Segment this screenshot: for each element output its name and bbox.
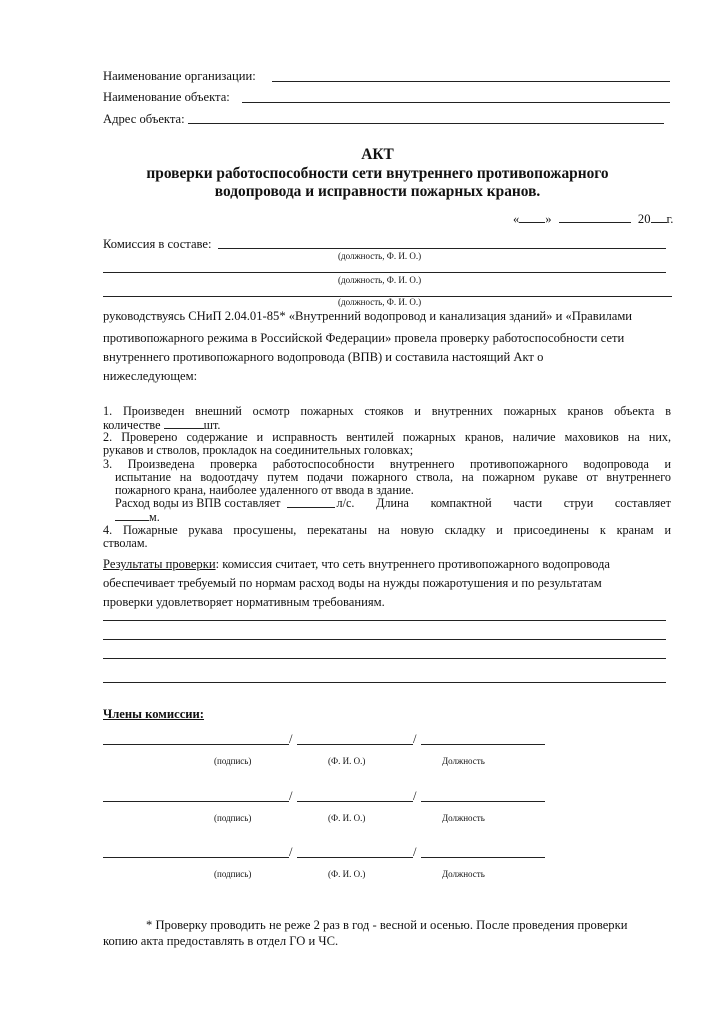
item-3-line-1: 3. Произведена проверка работоспособности внутреннего противопожарного водопровода и — [103, 457, 671, 471]
results-line-2: обеспечивает требуемый по нормам расход воды на нужды пожаротушения и по результатам — [103, 576, 602, 590]
member-2-sign-field[interactable] — [103, 801, 289, 802]
blank-line-1[interactable] — [103, 620, 666, 621]
member-1-sign-caption: (подпись) — [214, 756, 252, 766]
member-3-position-caption: Должность — [442, 869, 485, 879]
item-1-quantity-field[interactable] — [164, 417, 204, 429]
member-2-position-caption: Должность — [442, 813, 485, 823]
member-1-position-caption: Должность — [442, 756, 485, 766]
member-3-name-caption: (Ф. И. О.) — [328, 869, 366, 879]
member-1-position-field[interactable] — [421, 744, 545, 745]
member-1-slash-2: / — [413, 732, 417, 746]
date-year-prefix: 20 — [637, 212, 651, 226]
commission-caption-1: (должность, Ф. И. О.) — [338, 251, 422, 261]
org-field[interactable] — [272, 81, 670, 82]
document-title: АКТ — [361, 146, 394, 163]
item-2-line-1: 2. Проверено содержание и исправность вентилей пожарных кранов, наличие маховиков на них, — [103, 430, 671, 444]
org-label: Наименование организации: — [103, 69, 256, 83]
item-1-line-1: 1. Произведен внешний осмотр пожарных стояков и внутренних пожарных кранов объекта в — [103, 404, 671, 418]
member-1-slash-1: / — [289, 732, 293, 746]
item-3-jet-field[interactable] — [115, 509, 149, 521]
document-subtitle-line2: водопровода и исправности пожарных кранов. — [214, 183, 541, 200]
item-2-line-2: рукавов и стволов, прокладок на соединительных головках; — [103, 443, 414, 457]
item-1-unit: шт. — [203, 418, 221, 432]
member-2-name-field[interactable] — [297, 801, 413, 802]
blank-line-2[interactable] — [103, 639, 666, 640]
member-1-name-caption: (Ф. И. О.) — [328, 756, 366, 766]
commission-field-2[interactable] — [103, 272, 666, 273]
address-label: Адрес объекта: — [103, 112, 185, 126]
date-open-quote: « — [513, 212, 520, 226]
object-label: Наименование объекта: — [103, 90, 230, 104]
date-year-suffix: г. — [666, 212, 674, 226]
item-3-jet-label: л/с. Длина компактной части струи составляет — [336, 496, 671, 510]
item-3-flow-label: Расход воды из ВПВ составляет — [115, 496, 281, 510]
item-3-line-3: пожарного крана, наиболее удаленного от ввода в здание. — [115, 483, 414, 497]
commission-caption-2: (должность, Ф. И. О.) — [338, 275, 422, 285]
member-1-sign-field[interactable] — [103, 744, 289, 745]
address-field[interactable] — [188, 123, 664, 124]
item-3-line-2: испытание на водоотдачу путем подачи пожарного ствола, на пожарном рукаве от внутреннего — [115, 470, 671, 484]
date-year-field[interactable] — [651, 211, 667, 223]
item-1-quantity-label: количестве — [103, 418, 161, 432]
intro-line-3: внутреннего противопожарного водопровода (ВПВ) и составила настоящий Акт о — [103, 350, 544, 364]
commission-field-1[interactable] — [218, 248, 666, 249]
member-3-name-field[interactable] — [297, 857, 413, 858]
commission-caption-3: (должность, Ф. И. О.) — [338, 297, 422, 307]
footnote-line-2: копию акта предоставлять в отдел ГО и ЧС. — [103, 934, 339, 948]
item-3-flow-field[interactable] — [287, 496, 335, 508]
blank-line-4[interactable] — [103, 682, 666, 683]
item-3-jet-unit: м. — [149, 510, 160, 524]
member-1-name-field[interactable] — [297, 744, 413, 745]
results-line-1 — [103, 556, 610, 572]
member-3-slash-1: / — [289, 845, 293, 859]
member-2-position-field[interactable] — [421, 801, 545, 802]
date-row — [513, 211, 673, 227]
blank-line-3[interactable] — [103, 658, 666, 659]
member-2-name-caption: (Ф. И. О.) — [328, 813, 366, 823]
date-day-field[interactable] — [519, 211, 545, 223]
intro-line-2: противопожарного режима в Российской Федерации» провела проверку работоспособности сети — [103, 331, 625, 345]
item-4-line-2: стволам. — [103, 536, 148, 550]
member-3-position-field[interactable] — [421, 857, 545, 858]
member-3-sign-field[interactable] — [103, 857, 289, 858]
intro-line-1: руководствуясь СНиП 2.04.01-85* «Внутренний водопровод и канализация зданий» и «Правилами — [103, 309, 633, 323]
members-label: Члены комиссии: — [103, 707, 205, 721]
member-2-sign-caption: (подпись) — [214, 813, 252, 823]
member-2-slash-2: / — [413, 789, 417, 803]
member-3-slash-2: / — [413, 845, 417, 859]
results-text-1: : комиссия считает, что сеть внутреннего противопожарного водопровода — [215, 557, 611, 571]
commission-label: Комиссия в составе: — [103, 237, 212, 251]
intro-line-4: нижеследующем: — [103, 369, 198, 383]
member-3-sign-caption: (подпись) — [214, 869, 252, 879]
item-4-line-1: 4. Пожарные рукава просушены, перекатаны на новую складку и присоединены к кранам и — [103, 523, 671, 537]
results-label: Результаты проверки — [103, 557, 216, 571]
item-3-line-4 — [115, 496, 671, 511]
document-subtitle-line1: проверки работоспособности сети внутреннего противопожарного — [146, 165, 609, 182]
date-close-quote: » — [545, 212, 552, 226]
object-field[interactable] — [242, 102, 670, 103]
date-month-field[interactable] — [559, 211, 631, 223]
member-2-slash-1: / — [289, 789, 293, 803]
results-line-3: проверки удовлетворяет нормативным требованиям. — [103, 595, 385, 609]
footnote-line-1: * Проверку проводить не реже 2 раз в год - весной и осенью. После проведения проверки — [146, 918, 628, 932]
